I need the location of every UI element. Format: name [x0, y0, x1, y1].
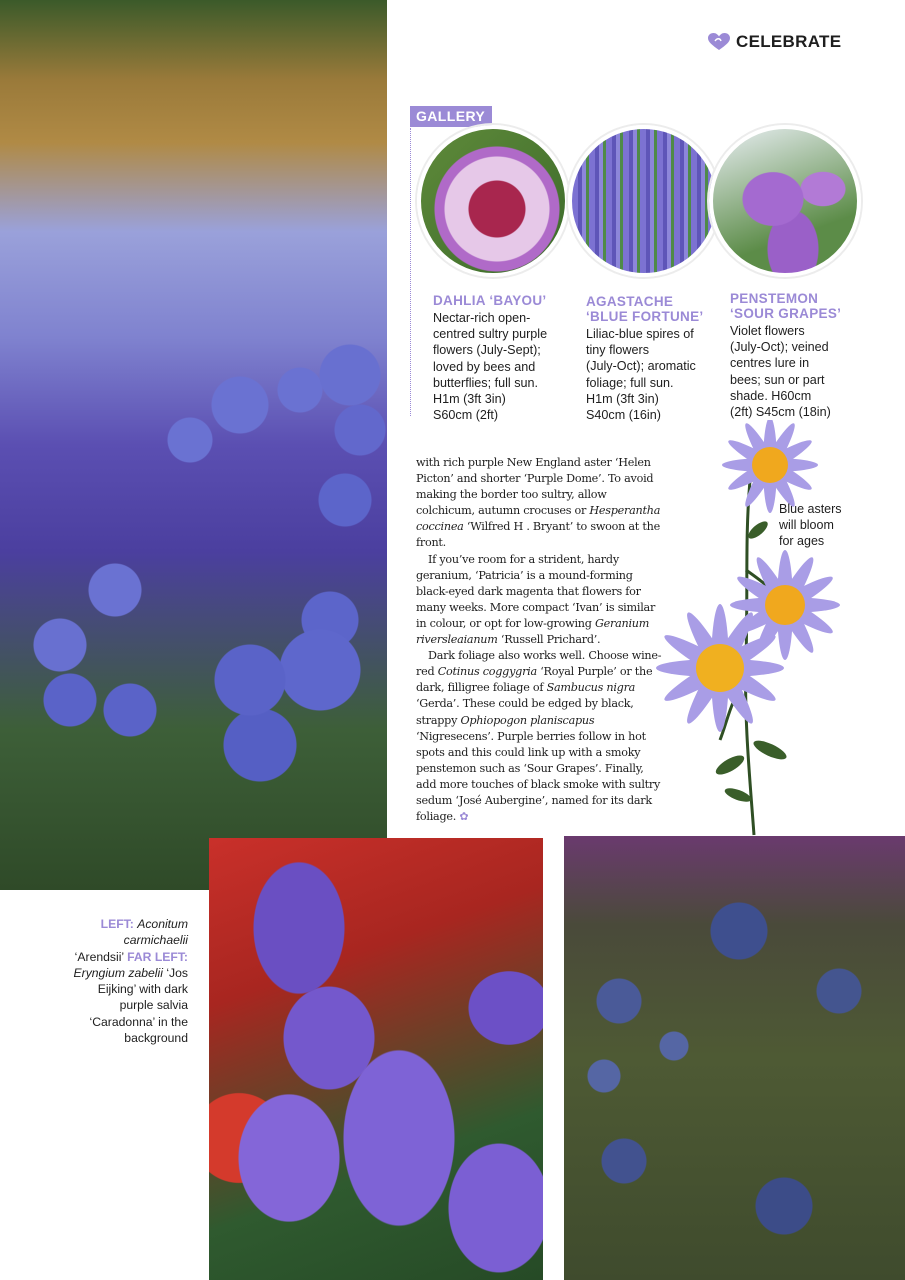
body-paragraph	[416, 648, 664, 825]
caption-line: ‘Caradonna’ in the	[89, 1014, 188, 1029]
name-line: AGASTACHE	[586, 294, 674, 309]
plant-description	[433, 310, 578, 423]
section-label	[708, 32, 841, 52]
name-line: ‘SOUR GRAPES’	[730, 306, 842, 321]
desc-line: centred sultry purple	[433, 327, 548, 342]
caption-key-left: LEFT:	[100, 917, 134, 931]
caption-key-far-left: FAR LEFT:	[127, 949, 188, 964]
gallery-photo-agastache	[568, 125, 720, 277]
heart-icon	[708, 33, 730, 51]
plant-name: DAHLIA ‘BAYOU’	[433, 293, 547, 308]
caption-line: for ages	[779, 534, 825, 548]
body-paragraph	[416, 455, 664, 552]
desc-line: (July-Oct); aromatic	[586, 359, 696, 374]
gallery-item-agastache	[586, 294, 716, 423]
body-paragraph	[416, 552, 664, 649]
caption-line: will bloom	[779, 518, 834, 532]
desc-line: butterflies; full sun.	[433, 375, 538, 390]
desc-line: loved by bees and	[433, 359, 536, 374]
plant-latin-name: Cotinus coggygria	[437, 665, 537, 679]
desc-line: foliage; full sun.	[586, 375, 674, 390]
photo-captions	[50, 916, 188, 1046]
caption-line: Blue asters	[779, 502, 842, 516]
text-run: If you’ve room for a strident, hardy geranium, ‘Patricia’ is a mound-forming black-eyed dark magenta that flowers for many weeks. More compact ‘Ivan’ is similar in colour, or opt for low-growing	[416, 552, 656, 630]
aster-caption	[779, 501, 869, 549]
text-run: Dark foliage also works well. Choose wine-red	[416, 649, 662, 679]
plant-latin-name: Hesperantha coccinea	[416, 504, 661, 534]
name-line: ‘BLUE FORTUNE’	[586, 309, 704, 324]
plant-name	[730, 291, 850, 321]
text-run: ‘Russell Prichard’.	[497, 633, 601, 647]
desc-line: centres lure in	[730, 356, 810, 371]
desc-line: H1m (3ft 3in)	[586, 391, 659, 406]
gallery-tag: GALLERY	[410, 106, 492, 127]
desc-line: S60cm (2ft)	[433, 408, 499, 423]
text-run: ‘Royal Purple’ or the dark, filligree foliage of	[416, 665, 653, 695]
desc-line: flowers (July-Sept);	[433, 343, 541, 358]
plant-latin-name: Geranium riversleaianum	[416, 616, 650, 647]
plant-latin-name: Ophiopogon planiscapus	[460, 713, 595, 727]
caption-latin: carmichaelii	[123, 933, 188, 948]
name-line: PENSTEMON	[730, 291, 819, 306]
text-run: with rich purple New England aster ‘Helen Picton’ and shorter ‘Purple Dome’. To avoid making the border too sultry, allow colchicum, autumn crocuses or	[416, 456, 654, 518]
gallery-divider	[410, 128, 411, 416]
desc-line: Liliac-blue spires of	[586, 327, 694, 341]
caption-cultivar: ‘Arendsii’	[74, 949, 124, 964]
caption-line: Eijking’ with dark	[97, 982, 188, 997]
desc-line: bees; sun or part	[730, 372, 825, 387]
desc-line: (July-Oct); veined	[730, 340, 829, 355]
gallery-photo-dahlia	[417, 125, 569, 277]
section-title: CELEBRATE	[736, 32, 842, 51]
plant-latin-name: Sambucus nigra	[546, 681, 636, 695]
gallery-item-dahlia	[433, 293, 578, 423]
photo-eryngium	[564, 836, 905, 1280]
caption-line: ‘Jos	[166, 965, 188, 980]
article-body	[416, 455, 664, 825]
text-run: ‘Nigresecens’. Purple berries follow in hot spots and this could link up with a smoky penstemon such as ‘Sour Grapes’. Finally, add more touches of black smoke with sultry sedum ‘José Aubergine’, named for its dark foliage.	[416, 729, 661, 824]
desc-line: S40cm (16in)	[586, 408, 661, 423]
photo-eryngium-agastache-border	[0, 0, 387, 890]
caption-line: purple salvia	[119, 998, 188, 1013]
caption-latin: Aconitum	[137, 917, 188, 931]
text-run: ‘Wilfred H . Bryant’ to swoon at the front.	[416, 520, 660, 550]
desc-line: (2ft) S45cm (18in)	[730, 405, 831, 420]
desc-line: Violet flowers	[730, 324, 805, 338]
plant-name	[586, 294, 716, 324]
desc-line: Nectar-rich open-	[433, 311, 531, 325]
plant-description	[586, 326, 716, 423]
aster-flower-illustration	[650, 420, 865, 840]
desc-line: tiny flowers	[586, 343, 649, 358]
text-run: ‘Gerda’. These could be edged by black, strappy	[416, 697, 634, 727]
plant-description	[730, 323, 850, 420]
gallery-photo-penstemon	[709, 125, 861, 277]
desc-line: shade. H60cm	[730, 388, 812, 403]
photo-aconitum	[209, 838, 543, 1280]
desc-line: H1m (3ft 3in)	[433, 392, 506, 407]
gallery-item-penstemon	[730, 291, 850, 420]
end-mark-icon: ✿	[459, 810, 469, 824]
caption-line: background	[124, 1031, 188, 1046]
caption-latin: Eryngium zabelii	[73, 965, 163, 980]
